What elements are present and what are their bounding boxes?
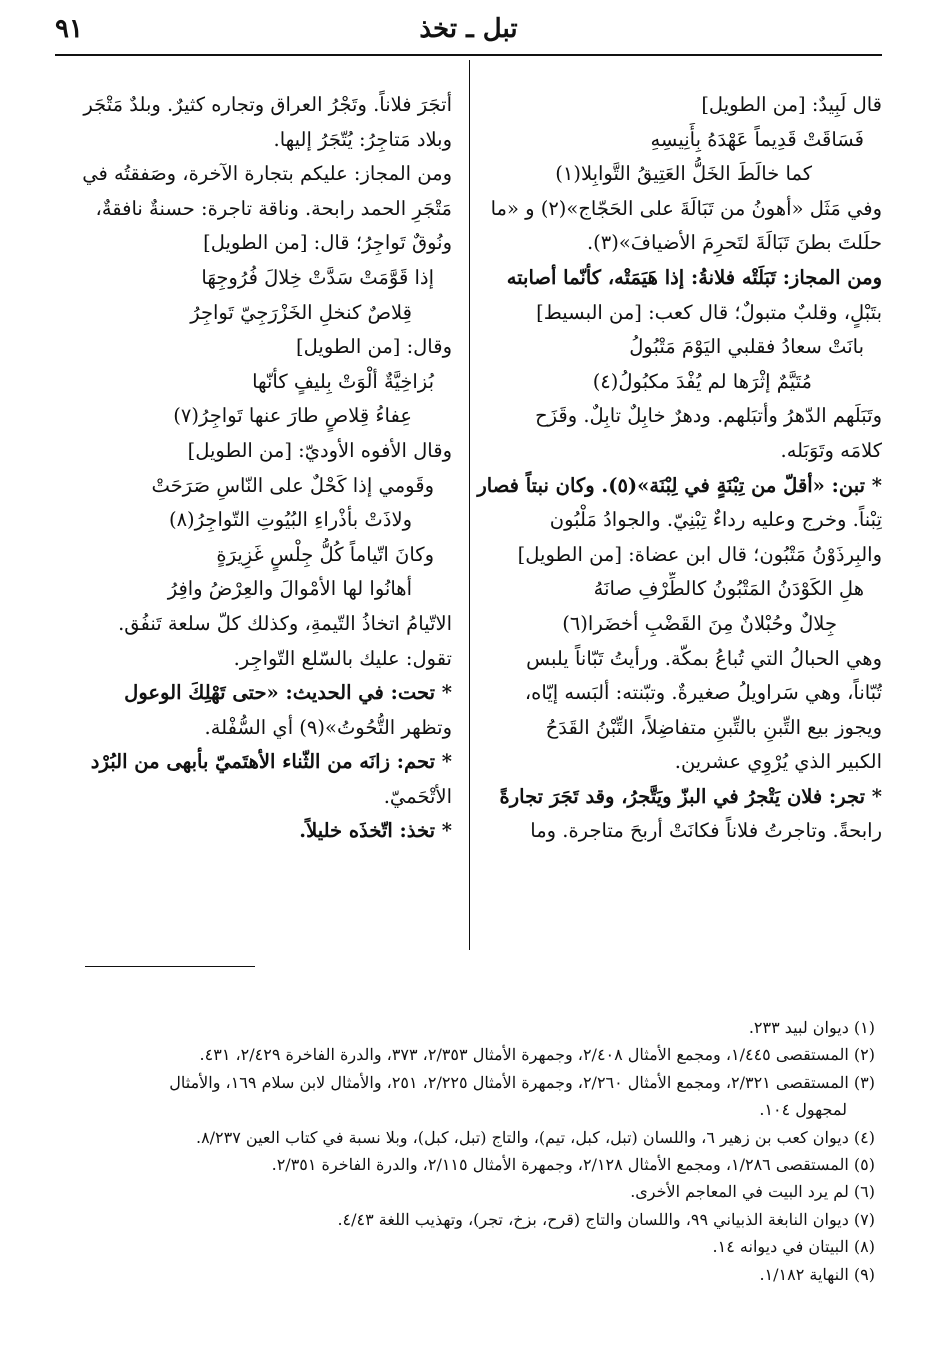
entry-heading-tbn: * تبن: «أقلّ من تِبْنَةٍ في لِبْنَة»(٥). وكان نبتاً فصار <box>477 473 882 497</box>
entry-heading-tht: * تحت: في الحديث: «حتى تَهْلِكَ الوعول <box>124 681 452 705</box>
footnote: (٧) ديوان النابغة الذبياني ٩٩، واللسان والتاج (قرح، بزخ، تجر)، وتهذيب اللغة ٤/٤٣. <box>337 1209 875 1229</box>
footnote: (٦) لم يرد البيت في المعاجم الأخرى. <box>630 1182 875 1202</box>
verse-line: ولاذَتْ بأذْراءِ البُيُوتِ التّواجِرُ(٨) <box>168 508 412 532</box>
page-title: تبل ـ تخذ <box>419 14 518 44</box>
footnote: (٥) المستقصى ١/٢٨٦، ومجمع الأمثال ٢/١٢٨، وجمهرة الأمثال ٢/١١٥، والدرة الفاخرة ٢/٣٥١. <box>271 1154 875 1174</box>
header-rule <box>55 54 882 56</box>
footnote: (٤) ديوان كعب بن زهير ٦، واللسان (تبل، كبل، تيم)، والتاج (تبل، كبل)، وبلا نسبة في كتاب العين ٨/٢٣٧. <box>195 1127 875 1147</box>
text-line: وهي الحبالُ التي تُباعُ بمكّة. ورأيتُ تَبّاناً يلبس <box>526 646 882 670</box>
text-line: قال لَبِيدٌ: [من الطويل] <box>701 93 882 116</box>
text-line: وفي مَثَل «أهونُ من تَبَالَةَ على الحَجّاج»(٢) و «ما <box>490 196 882 220</box>
text-line: كلامَه وتَوَبَله. <box>780 438 882 462</box>
left-column <box>60 88 452 849</box>
footnote-separator <box>85 966 255 967</box>
text-line: وتظهر التُّحُوتُ»(٩) أي السُّفْلة. <box>204 715 452 739</box>
verse-line: كما خالَطَ الخَلُّ العَتِيقُ التَّوابِلا(١) <box>555 162 812 186</box>
text-line: الاتّيامُ اتخاذُ التّيمةِ، وكذلك كلّ سلعة تَنفُق. <box>118 611 452 635</box>
text-line: الأتْحَميّ. <box>383 784 452 808</box>
verse-line: وقَومي إذا كَحْلٌ على النّاسِ صَرَحَتْ <box>151 473 434 497</box>
footnotes <box>65 1014 875 1288</box>
text-line: وتَبَلَهم الدّهرُ وأتبَلهم. ودهرٌ خابِلٌ تابِلٌ. وقَزَح <box>535 404 882 428</box>
text-line: بتَبْلٍ، وقلبٌ متبولٌ؛ قال كعب: [من البسيط] <box>536 300 882 324</box>
text-line: والبِرذَوْنُ مَتْبُون؛ قال ابن عضاة: [من الطويل] <box>517 542 882 566</box>
text-line: تِبْناً. وخرج وعليه رداءٌ تِبْنِيّ. والجوادُ مَلْبُون <box>549 508 882 532</box>
entry-heading-thm: * تحم: زانَه من الثّناء الأهتَميّ بأبهى من البُرْد <box>90 750 452 774</box>
verse-line: هلِ الكَوْدَنُ المَتْبُونُ كالطِّرْفِ صانَهُ <box>593 577 864 601</box>
verse-line: فَسَاقَتْ قَدِيماً عَهْدَهُ بِأَنِيسِهِ <box>650 127 864 151</box>
text-line: ويجوز بيع التِّبنِ بالتِّبنِ متفاضِلاً، التِّبْنُ القَدَحُ <box>545 715 882 739</box>
verse-line: قِلاصٌ كنخلِ الخَزْرَجِيّ تَواجِرُ <box>190 300 412 324</box>
verse-line: بُزاخِيَّةٌ ألْوَتْ بِليفٍ كأنّها <box>252 369 434 393</box>
text-line: تقول: عليك بالسّلع التّواجِر. <box>233 646 452 670</box>
verse-line: جِلالٌ وحُبْلانٌ مِنَ القَضْبِ أخضَرا(٦) <box>562 611 837 635</box>
text-line: ومن المجاز: عليكم بتجارة الآخرة، وصَفقتُه في <box>82 162 452 186</box>
page-header <box>55 8 882 48</box>
text-line: الكبير الذي يُرْوِي عشرين. <box>674 750 882 774</box>
text-line: رابحةً. وتاجرتُ فلاناً فكانَتْ أربحَ متاجرة. وما <box>530 819 882 843</box>
text-line: أتجَرَ فلاناً. وتَجْرُ العراق وتجاره كثيرٌ. وبلدٌ مَتْجَر <box>83 93 452 116</box>
verse-line: بانَتْ سعادُ فقلبي اليَوْمَ مَتْبُولُ <box>629 335 864 359</box>
text-line: حلَلتَ بطنَ تَبَالَةَ لتَحرِمَ الأضيافَ»(٣). <box>586 231 882 255</box>
footnote: (٨) البيتان في ديوانه ١٤. <box>712 1237 875 1257</box>
footnote-continuation: لمجهول ١٠٤. <box>759 1100 847 1120</box>
text-line: وبلاد مَتاجِرُ: يُتّجَرُ إليها. <box>273 127 452 151</box>
verse-line: إذا قَوَّمَتْ سَدَّتْ خِلالَ فُرُوجِهَا <box>201 265 434 289</box>
footnote: (٣) المستقصى ٢/٣٢١، ومجمع الأمثال ٢/٢٦٠، وجمهرة الأمثال ٢/٢٢٥، ٢٥١، والأمثال لابن سلام ١٦٩، والأمثال <box>169 1072 875 1092</box>
verse-line: عِفاءُ قِلاصٍ طارَ عنها تَواجِرُ(٧) <box>173 404 412 428</box>
footnote: (٩) النهاية ١/١٨٢. <box>759 1264 875 1284</box>
entry-heading-tkhdh: * تخذ: اتّخذَه خليلاً. <box>299 819 452 843</box>
verse-line: مُتَيَّمٌ إثْرَها لم يُفْدَ مكبُولُ(٤) <box>592 369 812 393</box>
verse-line: أهانُوا لها الأمْوالَ والعِرْضُ وافِرُ <box>167 577 412 601</box>
text-line: وقال الأفوه الأوديّ: [من الطويل] <box>187 438 452 462</box>
text-line: تُبّاناً، وهي سَراويلُ صغيرةٌ. وتبّنته: ألبَسه إيّاه، <box>524 681 882 705</box>
right-column <box>472 88 882 849</box>
page-number: ٩١ <box>55 14 83 44</box>
text-line: ومن المجاز: تَبَلَتْه فلانةُ: إذا هَيَمَتْه، كأنّما أصابته <box>506 265 882 289</box>
column-divider <box>469 60 470 950</box>
text-line: ونُوقٌ تَواجِرُ؛ قال: [من الطويل] <box>203 231 452 255</box>
text-line: وقال: [من الطويل] <box>296 335 452 359</box>
text-line: مَتْجَرِ الحمد رابحة. وناقة تاجرة: حسنةٌ نافقةٌ، <box>95 196 452 220</box>
footnote: (١) ديوان لبيد ٢٣٣. <box>748 1018 875 1037</box>
entry-heading-tjr: * تجر: فلان يَتْجرُ في البزّ ويَتَّجرُ، وقد تَجَرَ تجارةً <box>499 784 882 808</box>
verse-line: وكانَ اتّياماً كُلُّ جِلْسٍ غَزِيرَةٍ <box>216 542 434 566</box>
footnote: (٢) المستقصى ١/٤٤٥، ومجمع الأمثال ٢/٤٠٨، وجمهرة الأمثال ٢/٣٥٣، ٣٧٣، والدرة الفاخرة ٢/٤٢٩، ٤٣١. <box>199 1045 875 1065</box>
